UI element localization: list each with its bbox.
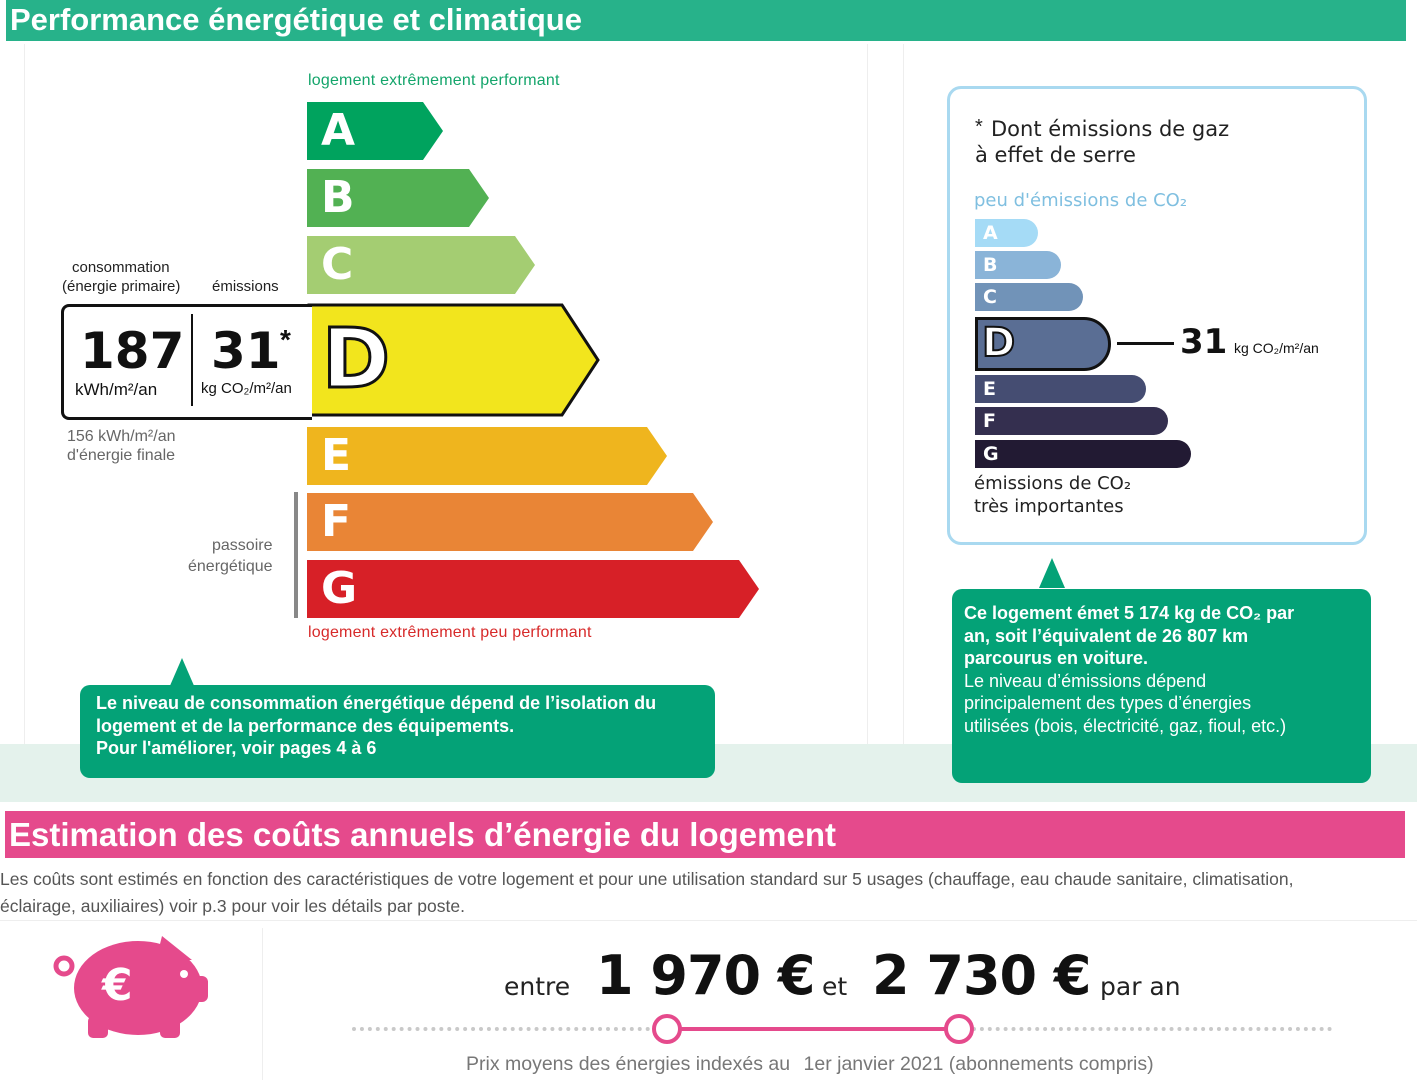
final-energy-value: 156 kWh/m²/an xyxy=(67,428,176,445)
ges-callout-pointer xyxy=(1039,558,1065,588)
ges-class-b xyxy=(975,251,1061,279)
passoire-sublabel: énergétique xyxy=(188,558,273,575)
passoire-bracket xyxy=(294,492,298,618)
ges-class-e xyxy=(975,375,1146,403)
callout-pointer xyxy=(169,658,195,688)
ges-title: Dont émissions de gaz xyxy=(991,117,1230,141)
ges-class-b-label: B xyxy=(983,254,998,276)
ges-class-f-label: F xyxy=(983,410,996,432)
dpe-class-g-label: G xyxy=(321,563,358,614)
section-title-costs: Estimation des coûts annuels d’énergie du logement xyxy=(5,811,1405,858)
ges-callout-line: utilisées (bois, électricité, gaz, fioul, etc.) xyxy=(964,715,1287,736)
passoire-label: passoire xyxy=(212,537,273,554)
ges-bottom-label xyxy=(974,472,1131,518)
divider-vertical xyxy=(262,928,263,1080)
scale-top-label: logement extrêmement performant xyxy=(308,72,560,89)
energy-callout xyxy=(80,685,715,778)
dpe-class-c-label: C xyxy=(321,239,354,290)
ges-top-label: peu d'émissions de CO₂ xyxy=(974,190,1188,211)
section-title-energy: Performance énergétique et climatique xyxy=(6,0,1406,41)
cost-and-label: et xyxy=(822,972,848,1001)
consumption-value: 187 xyxy=(80,322,185,380)
ges-class-f xyxy=(975,407,1168,435)
ges-pointer-line xyxy=(1117,342,1174,345)
consumption-sublabel: (énergie primaire) xyxy=(62,278,181,295)
emissions-asterisk: * xyxy=(280,324,291,355)
piggy-bank-icon xyxy=(50,930,210,1042)
ges-callout-line: Le niveau d’émissions dépend xyxy=(964,670,1207,691)
emissions-label: émissions xyxy=(212,278,279,295)
ges-unit: kg CO₂/m²/an xyxy=(1234,340,1319,356)
energy-callout-line: Le niveau de consommation énergétique dépend de l’isolation du xyxy=(96,693,657,713)
cost-max-value: 2 730 € xyxy=(872,944,1091,1007)
costs-description xyxy=(0,866,1417,920)
dpe-class-b-label: B xyxy=(321,172,355,223)
cost-footnote xyxy=(466,1053,1154,1076)
euro-symbol: € xyxy=(102,960,133,1011)
ges-callout xyxy=(952,589,1371,783)
value-box-separator xyxy=(191,314,193,406)
cost-between-label: entre xyxy=(504,972,571,1001)
cost-scale-right xyxy=(972,1027,1332,1031)
dpe-class-e-label: E xyxy=(321,430,352,481)
cost-footnote-part2: 1er janvier 2021 (abonnements compris) xyxy=(803,1053,1154,1075)
ges-class-c xyxy=(975,283,1083,311)
divider xyxy=(0,920,1417,921)
ges-class-e-label: E xyxy=(983,378,996,400)
scale-bottom-label: logement extrêmement peu performant xyxy=(308,624,592,641)
consumption-unit: kWh/m²/an xyxy=(75,380,158,399)
ges-class-a-label: A xyxy=(983,222,998,244)
cost-min-marker xyxy=(652,1014,682,1044)
energy-callout-line: logement et de la performance des équipements. xyxy=(96,715,515,736)
cost-per-year-label: par an xyxy=(1100,972,1181,1001)
ges-value: 31 xyxy=(1180,322,1228,362)
ges-bottom-label-1: émissions de CO₂ xyxy=(974,473,1132,494)
ges-current-class-letter: D xyxy=(982,320,1016,366)
costs-description-line: éclairage, auxiliaires) voir p.3 pour voir les détails par poste. xyxy=(0,896,465,916)
cost-footnote-part1: Prix moyens des énergies indexés au xyxy=(466,1053,791,1075)
cost-max-marker xyxy=(944,1014,974,1044)
cost-min-value: 1 970 € xyxy=(596,944,815,1007)
dpe-current-class-letter: D xyxy=(322,312,391,407)
consumption-label: consommation xyxy=(72,259,170,276)
cost-scale-left xyxy=(352,1027,658,1031)
ges-callout-bold-line: parcourus en voiture. xyxy=(964,648,1149,668)
ges-title-asterisk: * xyxy=(975,116,983,138)
emissions-unit: kg CO₂/m²/an xyxy=(201,380,292,397)
costs-description-line: Les coûts sont estimés en fonction des caractéristiques de votre logement et pour une utilisation standard sur 5 usages (chauffage, eau chaude sanitaire, climatisation, xyxy=(0,869,1294,889)
cost-range-bar xyxy=(668,1027,960,1031)
ges-class-g-label: G xyxy=(983,443,999,465)
final-energy-label: d'énergie finale xyxy=(67,447,176,464)
ges-callout-line: principalement des types d’énergies xyxy=(964,693,1252,713)
dpe-class-f-label: F xyxy=(321,496,352,547)
emissions-value: 31 xyxy=(211,322,281,380)
dpe-class-a-label: A xyxy=(321,105,356,156)
ges-class-c-label: C xyxy=(983,286,997,308)
ges-title-2: à effet de serre xyxy=(975,143,1136,167)
energy-callout-line: Pour l'améliorer, voir pages 4 à 6 xyxy=(96,738,377,758)
ges-class-g xyxy=(975,440,1191,468)
ges-callout-bold-line: an, soit l’équivalent de 26 807 km xyxy=(964,625,1249,646)
ges-callout-bold-line: Ce logement émet 5 174 kg de CO₂ par xyxy=(964,603,1295,623)
ges-class-a xyxy=(975,219,1038,247)
ges-bottom-label-2: très importantes xyxy=(974,496,1124,517)
